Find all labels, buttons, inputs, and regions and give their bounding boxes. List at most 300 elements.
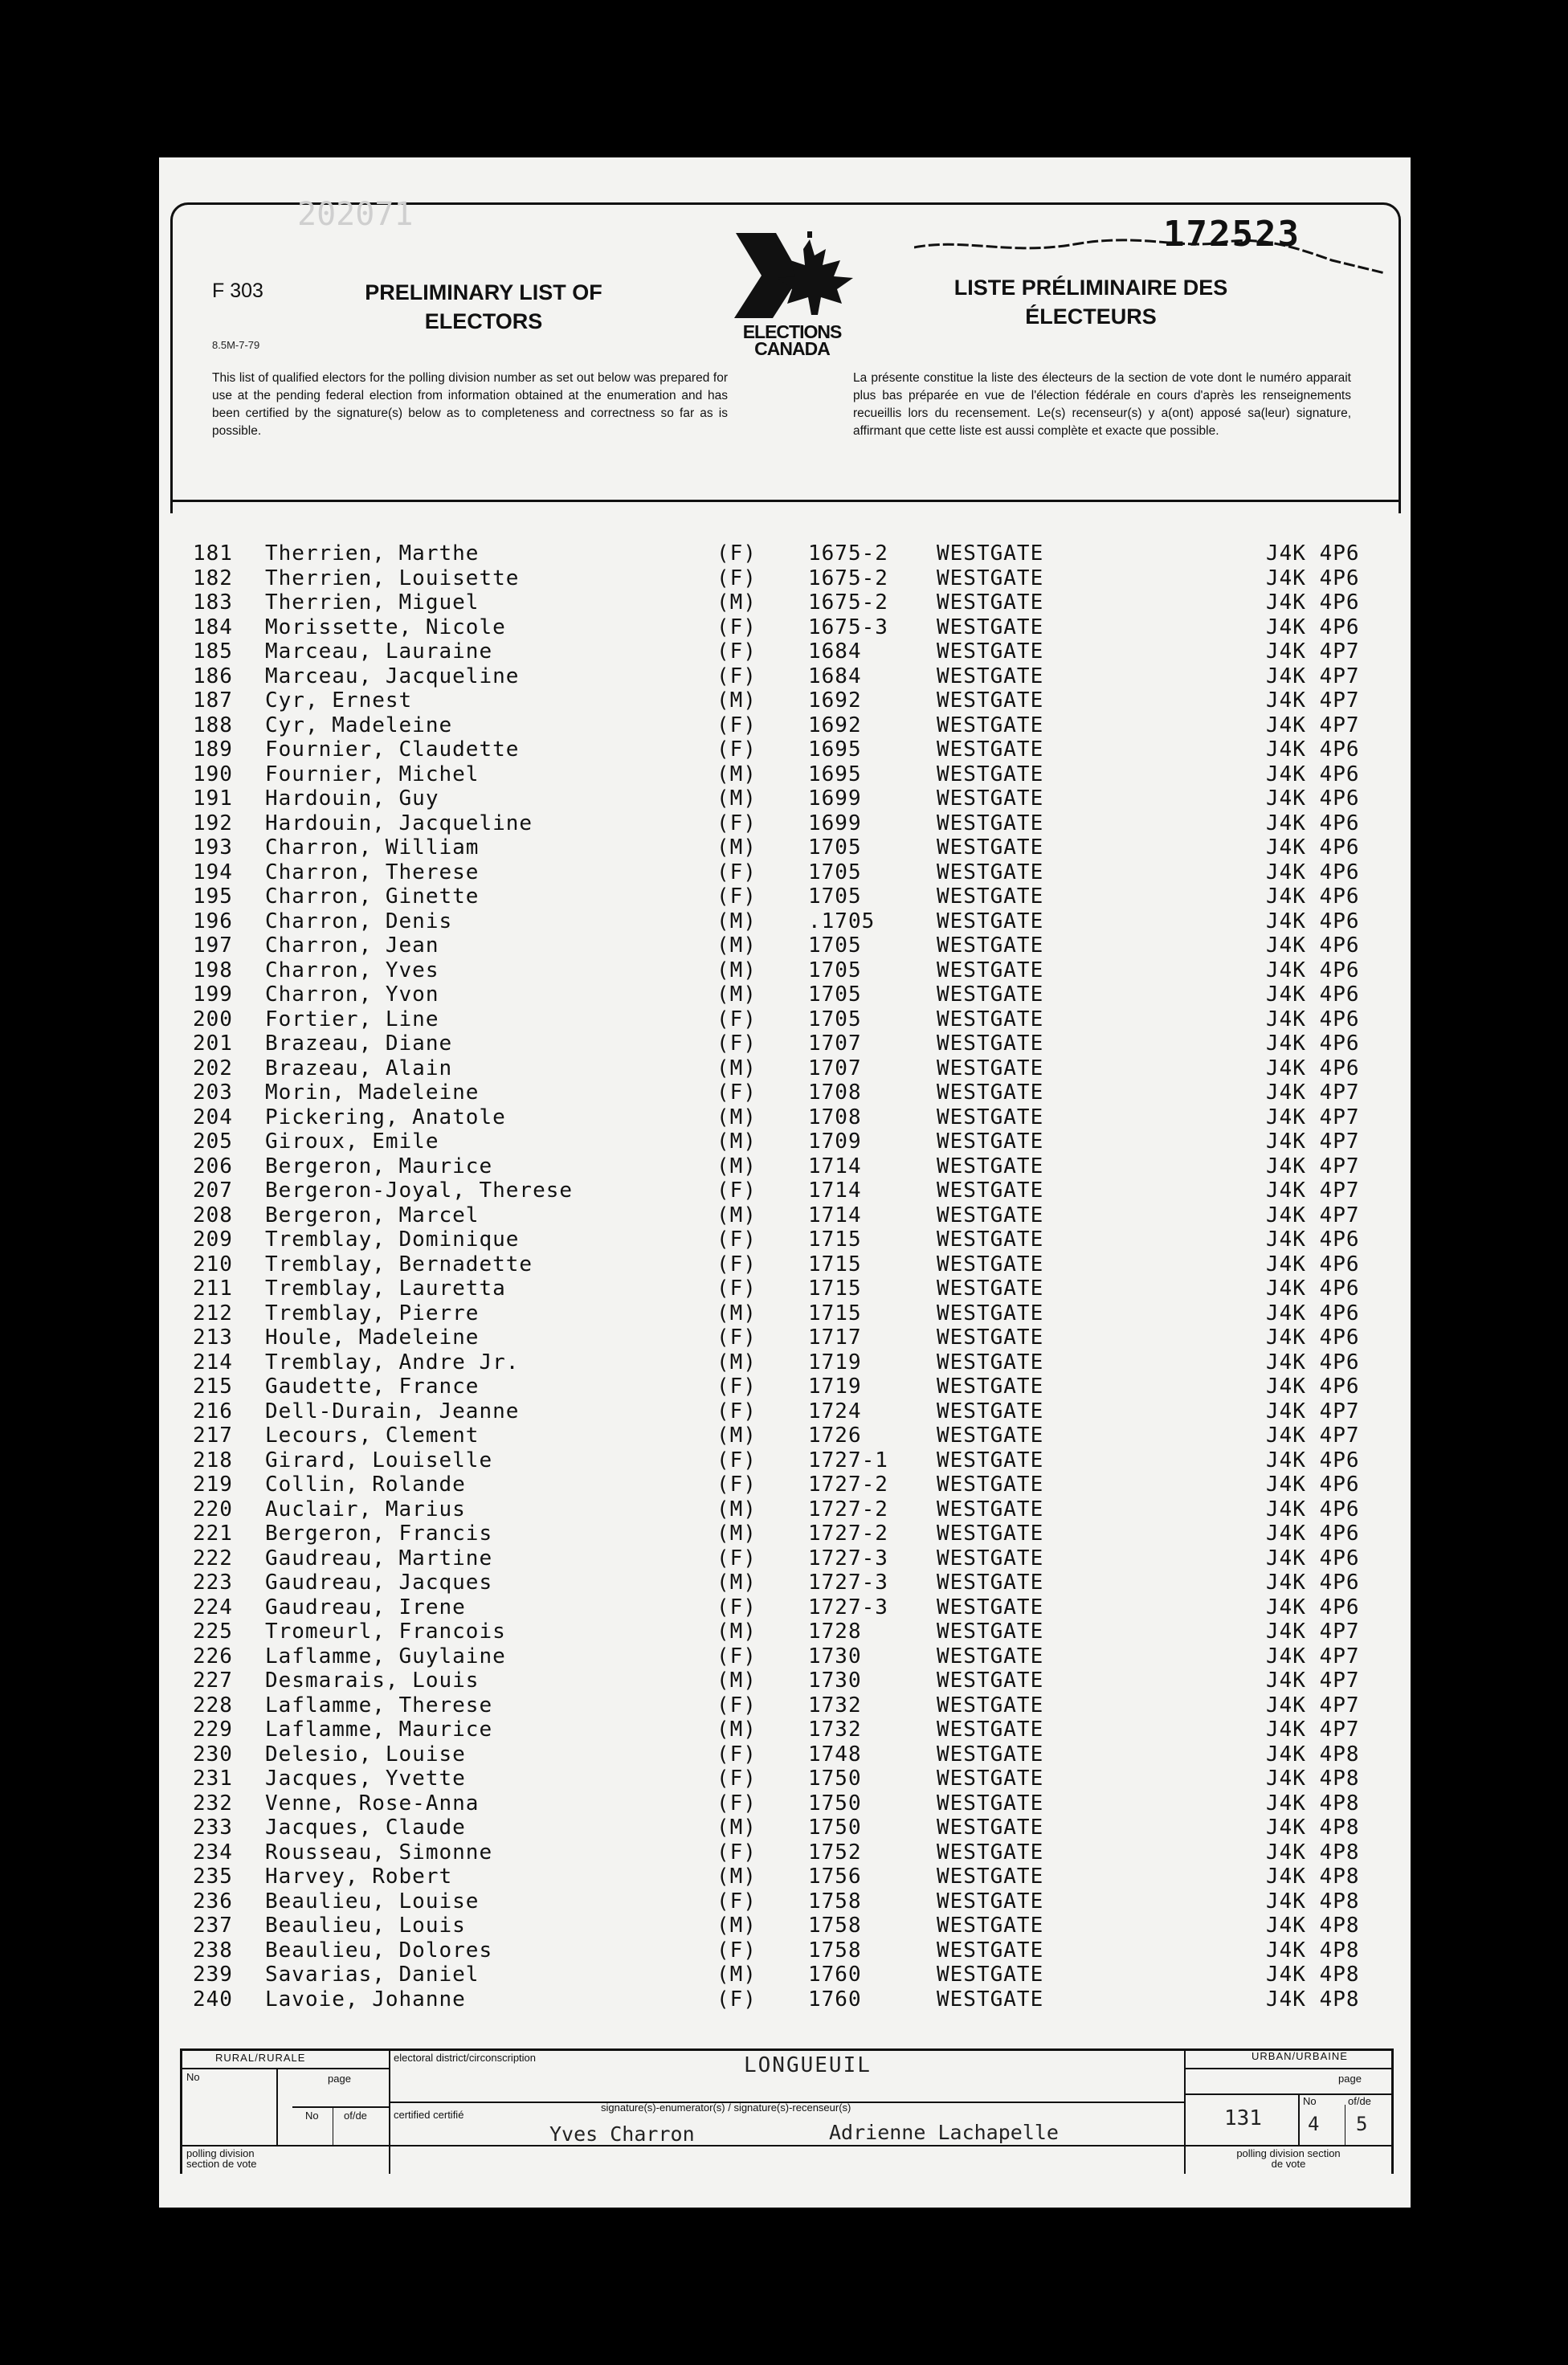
elector-postal-code: J4K 4P6 <box>1266 1473 1360 1497</box>
elector-address: 1715 <box>808 1227 862 1252</box>
elector-sex: (M) <box>717 1914 757 1938</box>
elector-postal-code: J4K 4P6 <box>1266 860 1360 884</box>
elector-postal-code: J4K 4P6 <box>1266 1497 1360 1522</box>
elector-postal-code: J4K 4P6 <box>1266 1522 1360 1546</box>
elector-street: WESTGATE <box>937 1914 1044 1938</box>
elector-name: Bergeron-Joyal, Therese <box>265 1178 574 1203</box>
elector-name: Delesio, Louise <box>265 1742 466 1767</box>
elector-number: 228 <box>193 1693 233 1718</box>
elector-number: 226 <box>193 1644 233 1669</box>
elector-street: WESTGATE <box>937 1620 1044 1644</box>
elector-street: WESTGATE <box>937 1742 1044 1767</box>
elections-canada-logo <box>720 231 864 359</box>
elector-address: 1675-3 <box>808 615 888 639</box>
rural-of-label: of/de <box>344 2110 367 2122</box>
elector-row <box>159 1840 1411 1865</box>
elector-name: Hardouin, Guy <box>265 786 439 811</box>
elector-postal-code: J4K 4P6 <box>1266 1276 1360 1301</box>
elector-name: Gaudreau, Martine <box>265 1546 493 1571</box>
elector-address: 1699 <box>808 786 862 811</box>
elector-street: WESTGATE <box>937 1718 1044 1742</box>
elector-street: WESTGATE <box>937 1889 1044 1914</box>
elector-row <box>159 1007 1411 1032</box>
signature-2: Adrienne Lachapelle <box>829 2121 1059 2144</box>
elector-name: Fournier, Michel <box>265 762 480 786</box>
elector-postal-code: J4K 4P6 <box>1266 737 1360 762</box>
elector-name: Therrien, Louisette <box>265 566 520 590</box>
elector-address: 1715 <box>808 1301 862 1325</box>
elector-postal-code: J4K 4P8 <box>1266 1914 1360 1938</box>
elector-address: 1695 <box>808 762 862 786</box>
elector-address: 1705 <box>808 958 862 982</box>
elector-address: 1714 <box>808 1154 862 1178</box>
elector-sex: (F) <box>717 1473 757 1497</box>
elector-name: Tremblay, Bernadette <box>265 1252 533 1276</box>
elector-name: Venne, Rose-Anna <box>265 1791 480 1816</box>
elector-postal-code: J4K 4P6 <box>1266 1595 1360 1620</box>
elector-street: WESTGATE <box>937 566 1044 590</box>
elector-sex: (M) <box>717 590 757 615</box>
elector-number: 197 <box>193 933 233 958</box>
elector-number: 198 <box>193 958 233 982</box>
elector-address: 1705 <box>808 884 862 909</box>
elector-street: WESTGATE <box>937 1007 1044 1031</box>
elector-street: WESTGATE <box>937 1473 1044 1497</box>
elector-sex: (F) <box>717 1546 757 1571</box>
elector-address: .1705 <box>808 909 876 933</box>
elector-number: 194 <box>193 860 233 884</box>
elector-row <box>159 762 1411 787</box>
elector-row <box>159 1889 1411 1914</box>
elector-sex: (F) <box>717 639 757 664</box>
elector-postal-code: J4K 4P8 <box>1266 1767 1360 1791</box>
elector-sex: (M) <box>717 1571 757 1595</box>
elector-row <box>159 786 1411 811</box>
elector-row <box>159 1546 1411 1571</box>
elector-number: 184 <box>193 615 233 639</box>
elector-row <box>159 1693 1411 1718</box>
elector-postal-code: J4K 4P6 <box>1266 1301 1360 1325</box>
elector-postal-code: J4K 4P6 <box>1266 1252 1360 1276</box>
footer-box <box>180 2048 1401 2177</box>
elector-address: 1705 <box>808 982 862 1007</box>
maple-leaf-x-icon <box>720 231 864 320</box>
elector-postal-code: J4K 4P6 <box>1266 1227 1360 1252</box>
elector-sex: (F) <box>717 1227 757 1252</box>
elector-address: 1719 <box>808 1350 862 1374</box>
elector-sex: (F) <box>717 1080 757 1105</box>
elector-row <box>159 933 1411 958</box>
elector-postal-code: J4K 4P6 <box>1266 835 1360 860</box>
elector-name: Dell-Durain, Jeanne <box>265 1399 520 1423</box>
elector-sex: (M) <box>717 1497 757 1522</box>
elector-number: 199 <box>193 982 233 1007</box>
elector-street: WESTGATE <box>937 1031 1044 1056</box>
elector-postal-code: J4K 4P6 <box>1266 1056 1360 1080</box>
elector-sex: (M) <box>717 1129 757 1154</box>
elector-address: 1705 <box>808 933 862 958</box>
elector-postal-code: J4K 4P7 <box>1266 688 1360 713</box>
elector-address: 1758 <box>808 1914 862 1938</box>
elector-street: WESTGATE <box>937 737 1044 762</box>
elector-address: 1714 <box>808 1203 862 1227</box>
torn-edge-line <box>914 231 1388 280</box>
elector-number: 202 <box>193 1056 233 1080</box>
elector-name: Savarias, Daniel <box>265 1963 480 1987</box>
elector-postal-code: J4K 4P6 <box>1266 541 1360 566</box>
elector-street: WESTGATE <box>937 1105 1044 1129</box>
elector-number: 195 <box>193 884 233 909</box>
elector-number: 191 <box>193 786 233 811</box>
elector-address: 1727-3 <box>808 1546 888 1571</box>
elector-row <box>159 1865 1411 1889</box>
elector-name: Beaulieu, Louis <box>265 1914 466 1938</box>
elector-street: WESTGATE <box>937 1546 1044 1571</box>
elector-street: WESTGATE <box>937 664 1044 688</box>
elector-number: 209 <box>193 1227 233 1252</box>
elector-sex: (F) <box>717 1791 757 1816</box>
elector-postal-code: J4K 4P7 <box>1266 1718 1360 1742</box>
elector-name: Charron, Yves <box>265 958 439 982</box>
elector-number: 186 <box>193 664 233 688</box>
title-english: PRELIMINARY LIST OF ELECTORS <box>365 280 602 333</box>
rural-no-label: No <box>186 2071 200 2083</box>
elector-street: WESTGATE <box>937 1374 1044 1399</box>
elector-postal-code: J4K 4P6 <box>1266 1350 1360 1374</box>
elector-name: Bergeron, Francis <box>265 1522 493 1546</box>
elector-number: 213 <box>193 1325 233 1350</box>
elector-name: Morin, Madeleine <box>265 1080 480 1105</box>
district-label: electoral district/circonscription <box>394 2052 537 2064</box>
elector-row <box>159 1963 1411 1987</box>
elector-postal-code: J4K 4P7 <box>1266 1693 1360 1718</box>
elector-address: 1705 <box>808 860 862 884</box>
elector-sex: (F) <box>717 860 757 884</box>
elector-sex: (M) <box>717 1620 757 1644</box>
elector-name: Marceau, Jacqueline <box>265 664 520 688</box>
elector-address: 1732 <box>808 1693 862 1718</box>
elector-street: WESTGATE <box>937 1203 1044 1227</box>
elector-street: WESTGATE <box>937 884 1044 909</box>
elector-number: 221 <box>193 1522 233 1546</box>
elector-sex: (F) <box>717 713 757 737</box>
elector-name: Charron, Ginette <box>265 884 480 909</box>
elector-name: Therrien, Marthe <box>265 541 480 566</box>
elector-name: Giroux, Emile <box>265 1129 439 1154</box>
elector-address: 1705 <box>808 835 862 860</box>
elector-row <box>159 1129 1411 1154</box>
elector-postal-code: J4K 4P6 <box>1266 615 1360 639</box>
serial-number: 172523 <box>1163 214 1301 255</box>
elector-number: 181 <box>193 541 233 566</box>
elector-number: 225 <box>193 1620 233 1644</box>
elector-street: WESTGATE <box>937 1693 1044 1718</box>
elector-row <box>159 1374 1411 1399</box>
elector-postal-code: J4K 4P6 <box>1266 1546 1360 1571</box>
elector-postal-code: J4K 4P7 <box>1266 639 1360 664</box>
elector-number: 185 <box>193 639 233 664</box>
elector-name: Charron, William <box>265 835 480 860</box>
elector-row <box>159 1203 1411 1228</box>
elector-address: 1724 <box>808 1399 862 1423</box>
elector-address: 1730 <box>808 1669 862 1693</box>
elector-street: WESTGATE <box>937 1816 1044 1840</box>
elector-postal-code: J4K 4P6 <box>1266 958 1360 982</box>
elector-street: WESTGATE <box>937 713 1044 737</box>
elector-sex: (M) <box>717 1154 757 1178</box>
elector-row <box>159 1767 1411 1791</box>
elector-sex: (F) <box>717 1767 757 1791</box>
elector-name: Tremblay, Andre Jr. <box>265 1350 520 1374</box>
elector-sex: (F) <box>717 615 757 639</box>
elector-street: WESTGATE <box>937 1350 1044 1374</box>
elector-postal-code: J4K 4P7 <box>1266 1669 1360 1693</box>
elector-postal-code: J4K 4P6 <box>1266 982 1360 1007</box>
elector-sex: (F) <box>717 884 757 909</box>
elector-postal-code: J4K 4P8 <box>1266 1987 1360 2012</box>
elector-row <box>159 1644 1411 1669</box>
elector-row <box>159 1325 1411 1350</box>
elector-number: 224 <box>193 1595 233 1620</box>
elector-sex: (M) <box>717 1350 757 1374</box>
elector-row <box>159 1350 1411 1375</box>
elector-name: Lavoie, Johanne <box>265 1987 466 2012</box>
elector-sex: (M) <box>717 1718 757 1742</box>
elector-sex: (F) <box>717 1644 757 1669</box>
elector-postal-code: J4K 4P6 <box>1266 884 1360 909</box>
elector-row <box>159 1718 1411 1742</box>
elector-number: 187 <box>193 688 233 713</box>
elector-name: Charron, Denis <box>265 909 453 933</box>
elector-row <box>159 713 1411 738</box>
elector-number: 240 <box>193 1987 233 2012</box>
elector-street: WESTGATE <box>937 1669 1044 1693</box>
elector-number: 227 <box>193 1669 233 1693</box>
elector-sex: (M) <box>717 1522 757 1546</box>
elector-street: WESTGATE <box>937 860 1044 884</box>
elector-postal-code: J4K 4P7 <box>1266 1178 1360 1203</box>
elector-name: Gaudreau, Jacques <box>265 1571 493 1595</box>
elector-sex: (F) <box>717 1595 757 1620</box>
elector-number: 193 <box>193 835 233 860</box>
elector-postal-code: J4K 4P6 <box>1266 1325 1360 1350</box>
elector-address: 1758 <box>808 1938 862 1963</box>
elector-row <box>159 982 1411 1007</box>
elector-name: Laflamme, Guylaine <box>265 1644 506 1669</box>
electors-list <box>159 541 1411 2012</box>
elector-postal-code: J4K 4P6 <box>1266 566 1360 590</box>
elector-row <box>159 1423 1411 1448</box>
elector-number: 215 <box>193 1374 233 1399</box>
elector-name: Collin, Rolande <box>265 1473 466 1497</box>
elector-postal-code: J4K 4P6 <box>1266 909 1360 933</box>
elector-street: WESTGATE <box>937 1129 1044 1154</box>
elector-row <box>159 1938 1411 1963</box>
elector-postal-code: J4K 4P7 <box>1266 1105 1360 1129</box>
elector-row <box>159 1914 1411 1938</box>
elector-name: Cyr, Ernest <box>265 688 413 713</box>
elector-row <box>159 1522 1411 1546</box>
elector-sex: (M) <box>717 982 757 1007</box>
elector-name: Laflamme, Maurice <box>265 1718 493 1742</box>
elector-number: 216 <box>193 1399 233 1423</box>
elector-sex: (M) <box>717 762 757 786</box>
elector-sex: (F) <box>717 1889 757 1914</box>
elector-sex: (F) <box>717 1031 757 1056</box>
elector-postal-code: J4K 4P7 <box>1266 1080 1360 1105</box>
elector-postal-code: J4K 4P8 <box>1266 1816 1360 1840</box>
elector-number: 190 <box>193 762 233 786</box>
elector-sex: (M) <box>717 1865 757 1889</box>
elector-address: 1727-3 <box>808 1595 888 1620</box>
elector-street: WESTGATE <box>937 909 1044 933</box>
elector-sex: (F) <box>717 664 757 688</box>
urban-page-label: page <box>1338 2073 1362 2085</box>
elector-row <box>159 1252 1411 1277</box>
elector-postal-code: J4K 4P8 <box>1266 1742 1360 1767</box>
elector-sex: (F) <box>717 566 757 590</box>
rural-page-no-label: No <box>305 2110 319 2122</box>
elector-postal-code: J4K 4P7 <box>1266 1203 1360 1227</box>
elector-number: 223 <box>193 1571 233 1595</box>
elector-name: Fournier, Claudette <box>265 737 520 762</box>
elector-sex: (M) <box>717 1816 757 1840</box>
elector-sex: (M) <box>717 1669 757 1693</box>
page-of-value: 5 <box>1356 2113 1368 2135</box>
elector-sex: (F) <box>717 1742 757 1767</box>
elector-row <box>159 1791 1411 1816</box>
elector-sex: (F) <box>717 1007 757 1031</box>
elector-sex: (M) <box>717 933 757 958</box>
elector-name: Auclair, Marius <box>265 1497 466 1522</box>
elector-postal-code: J4K 4P6 <box>1266 1031 1360 1056</box>
elector-name: Cyr, Madeleine <box>265 713 453 737</box>
elector-row <box>159 1742 1411 1767</box>
elector-address: 1760 <box>808 1963 862 1987</box>
urban-page-no-label: No <box>1303 2095 1317 2107</box>
elector-row <box>159 1227 1411 1252</box>
elector-street: WESTGATE <box>937 1938 1044 1963</box>
elector-street: WESTGATE <box>937 688 1044 713</box>
elector-street: WESTGATE <box>937 958 1044 982</box>
elector-name: Brazeau, Alain <box>265 1056 453 1080</box>
elector-address: 1727-2 <box>808 1497 888 1522</box>
elector-postal-code: J4K 4P6 <box>1266 590 1360 615</box>
elector-address: 1727-2 <box>808 1522 888 1546</box>
elector-number: 235 <box>193 1865 233 1889</box>
elector-row <box>159 566 1411 591</box>
elector-name: Brazeau, Diane <box>265 1031 453 1056</box>
elector-sex: (M) <box>717 1056 757 1080</box>
elector-street: WESTGATE <box>937 639 1044 664</box>
page-no-value: 4 <box>1308 2113 1320 2135</box>
elector-name: Beaulieu, Dolores <box>265 1938 493 1963</box>
intro-french: La présente constitue la liste des électeurs de la section de vote dont le numéro apparait plus bas préparée en vue de l'élection fédérale en cours d'après les renseignements recueillis lors du recensement. Le(s) recenseur(s) y a(ont) apposé sa(leur) signature, affirmant que cette liste est aussi complète et exacte que possible. <box>853 371 1351 438</box>
elector-name: Marceau, Lauraine <box>265 639 493 664</box>
elector-row <box>159 590 1411 615</box>
elector-number: 188 <box>193 713 233 737</box>
elector-row <box>159 737 1411 762</box>
elector-row <box>159 1031 1411 1056</box>
elector-row <box>159 1154 1411 1179</box>
elector-street: WESTGATE <box>937 541 1044 566</box>
elector-sex: (F) <box>717 811 757 835</box>
elector-street: WESTGATE <box>937 1154 1044 1178</box>
elector-address: 1728 <box>808 1620 862 1644</box>
elector-postal-code: J4K 4P8 <box>1266 1865 1360 1889</box>
elector-street: WESTGATE <box>937 1080 1044 1105</box>
elector-address: 1756 <box>808 1865 862 1889</box>
elector-sex: (M) <box>717 909 757 933</box>
elector-postal-code: J4K 4P7 <box>1266 1644 1360 1669</box>
elector-row <box>159 1448 1411 1473</box>
elector-sex: (M) <box>717 1203 757 1227</box>
elector-number: 200 <box>193 1007 233 1031</box>
elector-name: Girard, Louiselle <box>265 1448 493 1473</box>
elector-postal-code: J4K 4P7 <box>1266 1399 1360 1423</box>
elector-row <box>159 1987 1411 2012</box>
elector-address: 1705 <box>808 1007 862 1031</box>
elector-sex: (F) <box>717 1448 757 1473</box>
elector-number: 237 <box>193 1914 233 1938</box>
elector-name: Tremblay, Dominique <box>265 1227 520 1252</box>
elector-number: 196 <box>193 909 233 933</box>
elector-number: 211 <box>193 1276 233 1301</box>
elector-name: Tremblay, Pierre <box>265 1301 480 1325</box>
elector-address: 1726 <box>808 1423 862 1448</box>
elector-sex: (M) <box>717 1963 757 1987</box>
elector-street: WESTGATE <box>937 1840 1044 1865</box>
elector-sex: (F) <box>717 1693 757 1718</box>
elector-number: 236 <box>193 1889 233 1914</box>
elector-address: 1752 <box>808 1840 862 1865</box>
elector-postal-code: J4K 4P8 <box>1266 1938 1360 1963</box>
elector-row <box>159 835 1411 860</box>
elector-sex: (F) <box>717 1276 757 1301</box>
elector-number: 207 <box>193 1178 233 1203</box>
elector-sex: (F) <box>717 1840 757 1865</box>
elector-address: 1699 <box>808 811 862 835</box>
urban-polling-label: polling division section de vote <box>1236 2147 1341 2170</box>
elector-address: 1695 <box>808 737 862 762</box>
elector-address: 1708 <box>808 1105 862 1129</box>
elector-name: Houle, Madeleine <box>265 1325 480 1350</box>
elector-street: WESTGATE <box>937 762 1044 786</box>
elector-number: 239 <box>193 1963 233 1987</box>
elector-name: Tremblay, Lauretta <box>265 1276 506 1301</box>
elector-name: Lecours, Clement <box>265 1423 480 1448</box>
elector-sex: (F) <box>717 1399 757 1423</box>
elector-street: WESTGATE <box>937 1522 1044 1546</box>
polling-division-value: 131 <box>1224 2106 1262 2130</box>
elector-number: 192 <box>193 811 233 835</box>
elector-postal-code: J4K 4P6 <box>1266 1007 1360 1031</box>
elector-sex: (M) <box>717 1301 757 1325</box>
elector-name: Morissette, Nicole <box>265 615 506 639</box>
elector-street: WESTGATE <box>937 1865 1044 1889</box>
elector-address: 1684 <box>808 639 862 664</box>
elector-number: 183 <box>193 590 233 615</box>
elector-row <box>159 1080 1411 1105</box>
elector-address: 1758 <box>808 1889 862 1914</box>
elector-address: 1730 <box>808 1644 862 1669</box>
elector-address: 1684 <box>808 664 862 688</box>
elector-postal-code: J4K 4P7 <box>1266 1620 1360 1644</box>
elector-street: WESTGATE <box>937 1767 1044 1791</box>
elector-postal-code: J4K 4P8 <box>1266 1889 1360 1914</box>
elector-number: 206 <box>193 1154 233 1178</box>
rural-polling-label: polling division section de vote <box>186 2147 257 2170</box>
